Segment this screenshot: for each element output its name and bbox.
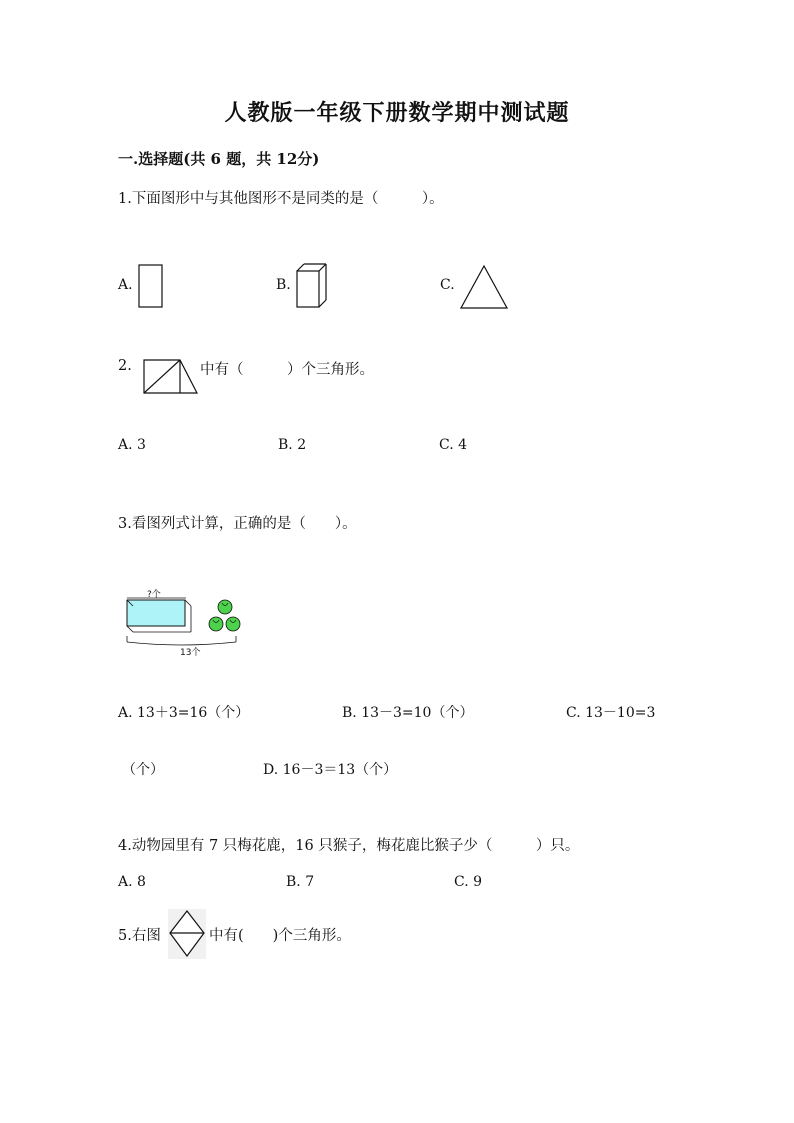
q4-option-c: C. 9 — [454, 874, 483, 890]
q4-option-a: A. 8 — [118, 874, 146, 890]
counting-figure — [124, 586, 246, 658]
figure-bottom-label: 13个 — [180, 648, 201, 658]
q1-option-a: A. — [118, 277, 133, 293]
q2-option-b: B. 2 — [278, 437, 307, 453]
q2-option-c: C. 4 — [439, 437, 468, 453]
question-4-stem: 4.动物园里有 7 只梅花鹿，16 只猴子，梅花鹿比猴子少（ ）只。 — [118, 838, 580, 854]
ball-1 — [218, 600, 232, 614]
question-3-stem: 3.看图列式计算，正确的是（ ）。 — [118, 516, 357, 532]
q4-option-b: B. 7 — [286, 874, 315, 890]
q3-option-b: B. 13－3=10（个） — [342, 705, 474, 721]
q1-option-b: B. — [276, 277, 291, 293]
ball-2 — [209, 617, 223, 631]
rhombus-figure — [168, 909, 206, 959]
question-1-stem: 1.下面图形中与其他图形不是同类的是（ ）。 — [118, 191, 444, 207]
cuboid-figure — [295, 262, 329, 310]
q3-option-a: A. 13＋3=16（个） — [118, 705, 250, 721]
question-5-prefix: 5.右图 — [118, 928, 161, 944]
page-title: 人教版一年级下册数学期中测试题 — [224, 100, 570, 126]
q3-option-d: D. 16－3＝13（个） — [263, 762, 398, 778]
q3-option-c: C. 13－10=3 — [566, 705, 656, 721]
rectangle-figure — [138, 264, 164, 308]
figure-top-label: ?个 — [147, 590, 161, 600]
question-5-stem: 中有( )个三角形。 — [209, 928, 351, 944]
section-heading: 一.选择题(共 6 题，共 12分) — [118, 150, 320, 168]
question-2-stem: 中有（ ）个三角形。 — [200, 362, 374, 378]
q3-option-c-unit: （个） — [122, 762, 164, 778]
q1-option-c: C. — [440, 277, 455, 293]
q2-option-a: A. 3 — [118, 437, 146, 453]
triangle-figure — [459, 265, 509, 309]
trapezoid-figure — [143, 358, 199, 396]
question-2-number: 2. — [118, 358, 132, 374]
ball-3 — [226, 617, 240, 631]
